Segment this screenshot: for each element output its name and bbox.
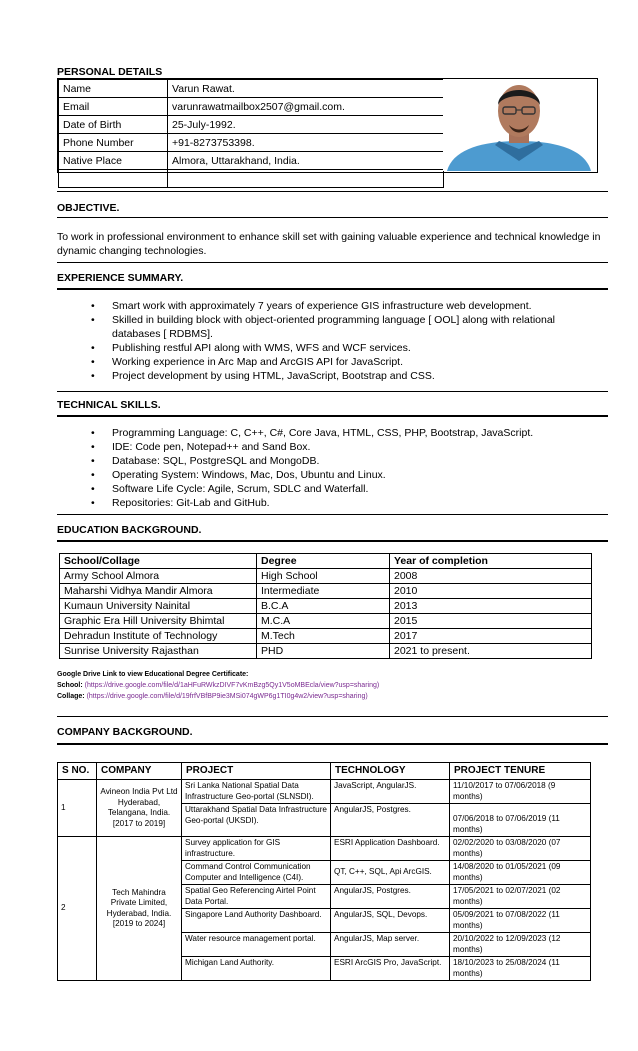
- divider: [57, 191, 608, 192]
- divider: [57, 391, 608, 392]
- list-item: • Publishing restful API along with WMS, WFS and WCF services.: [57, 341, 597, 355]
- project-cell: Command Control Communication Computer and Intelligence (C4I).: [182, 861, 331, 885]
- list-item: • IDE: Code pen, Notepad++ and Sand Box.: [57, 440, 597, 454]
- personal-value: [168, 170, 444, 188]
- personal-details-table: [58, 79, 444, 188]
- table-row: [59, 152, 444, 170]
- tenure-cell: 18/10/2023 to 25/08/2024 (11 months): [450, 957, 591, 981]
- table-cell: 2021 to present.: [390, 644, 592, 659]
- divider: [57, 743, 608, 745]
- personal-value: 25-July-1992.: [168, 116, 444, 134]
- sno-cell: 1: [58, 780, 97, 837]
- personal-label: Native Place: [59, 152, 168, 170]
- list-item: • Programming Language: C, C++, C#, Core Java, HTML, CSS, PHP, Bootstrap, JavaScript.: [57, 426, 597, 440]
- technology-cell: ESRI ArcGIS Pro, JavaScript.: [331, 957, 450, 981]
- objective-heading: OBJECTIVE.: [57, 202, 120, 214]
- column-header: COMPANY: [97, 763, 182, 780]
- column-header: PROJECT TENURE: [450, 763, 591, 780]
- column-header: Year of completion: [390, 554, 592, 569]
- list-item: • Database: SQL, PostgreSQL and MongoDB.: [57, 454, 597, 468]
- skills-list: [57, 426, 597, 510]
- divider: [57, 217, 608, 218]
- divider: [57, 514, 608, 515]
- company-heading: COMPANY BACKGROUND.: [57, 726, 193, 738]
- personal-label: Name: [59, 80, 168, 98]
- table-row: [59, 98, 444, 116]
- list-item: • Smart work with approximately 7 years of experience GIS infrastructure web development.: [57, 299, 597, 313]
- school-label: School:: [57, 682, 83, 689]
- list-item: • Repositories: Git-Lab and GitHub.: [57, 496, 597, 510]
- column-header: S NO.: [58, 763, 97, 780]
- table-row: [60, 569, 592, 584]
- table-row: [59, 116, 444, 134]
- table-cell: Dehradun Institute of Technology: [60, 629, 257, 644]
- table-cell: 2017: [390, 629, 592, 644]
- project-cell: Michigan Land Authority.: [182, 957, 331, 981]
- list-item: • Skilled in building block with object-oriented programming language [ OOL] along with relational databases [ RDBMS].: [57, 313, 597, 341]
- table-cell: 2015: [390, 614, 592, 629]
- sno-cell: 2: [58, 837, 97, 981]
- table-row: [58, 837, 591, 861]
- tenure-cell: 14/08/2020 to 01/05/2021 (09 months): [450, 861, 591, 885]
- divider: [57, 540, 608, 542]
- table-row: [60, 584, 592, 599]
- divider: [57, 262, 608, 263]
- personal-value: +91-8273753398.: [168, 134, 444, 152]
- project-cell: Uttarakhand Spatial Data Infrastructure Geo-portal (UKSDI).: [182, 804, 331, 837]
- column-header: TECHNOLOGY: [331, 763, 450, 780]
- education-table: [59, 553, 592, 659]
- project-cell: Singapore Land Authority Dashboard.: [182, 909, 331, 933]
- personal-label: Date of Birth: [59, 116, 168, 134]
- table-cell: M.C.A: [257, 614, 390, 629]
- divider: [57, 415, 608, 417]
- company-cell: Avineon India Pvt Ltd Hyderabad, Telangana, India. [2017 to 2019]: [97, 780, 182, 837]
- technology-cell: JavaScript, AngularJS.: [331, 780, 450, 804]
- technology-cell: QT, C++, SQL, Api ArcGIS.: [331, 861, 450, 885]
- table-row: [59, 80, 444, 98]
- column-header: Degree: [257, 554, 390, 569]
- tenure-cell: 11/10/2017 to 07/06/2018 (9 months): [450, 780, 591, 804]
- experience-heading: EXPERIENCE SUMMARY.: [57, 272, 184, 284]
- technology-cell: AngularJS, SQL, Devops.: [331, 909, 450, 933]
- table-row: [59, 170, 444, 188]
- profile-photo: [443, 79, 595, 171]
- table-row: [60, 629, 592, 644]
- technology-cell: ESRI Application Dashboard.: [331, 837, 450, 861]
- table-cell: 2008: [390, 569, 592, 584]
- divider: [57, 288, 608, 290]
- table-cell: Maharshi Vidhya Mandir Almora: [60, 584, 257, 599]
- skills-heading: TECHNICAL SKILLS.: [57, 399, 161, 411]
- table-cell: Kumaun University Nainital: [60, 599, 257, 614]
- table-cell: Graphic Era Hill University Bhimtal: [60, 614, 257, 629]
- project-cell: Sri Lanka National Spatial Data Infrastructure Geo-portal (SLNSDI).: [182, 780, 331, 804]
- table-cell: 2013: [390, 599, 592, 614]
- table-cell: PHD: [257, 644, 390, 659]
- table-cell: Army School Almora: [60, 569, 257, 584]
- table-header-row: [58, 763, 591, 780]
- company-cell: Tech Mahindra Private Limited, Hyderabad, India. [2019 to 2024]: [97, 837, 182, 981]
- collage-link[interactable]: (https://drive.google.com/file/d/19frfVBfBP9ie3MSi074gWP6g1TI0g4w2/view?usp=sharing): [86, 693, 368, 700]
- table-cell: Sunrise University Rajasthan: [60, 644, 257, 659]
- personal-label: Phone Number: [59, 134, 168, 152]
- school-link[interactable]: (https://drive.google.com/file/d/1aHFuRWkzDIVF7vKmBzg5Qy1V5oMBEcla/view?usp=sharing): [84, 682, 380, 689]
- list-item: • Software Life Cycle: Agile, Scrum, SDLC and Waterfall.: [57, 482, 597, 496]
- education-heading: EDUCATION BACKGROUND.: [57, 524, 202, 536]
- personal-value: Varun Rawat.: [168, 80, 444, 98]
- column-header: PROJECT: [182, 763, 331, 780]
- project-cell: Water resource management portal.: [182, 933, 331, 957]
- table-cell: 2010: [390, 584, 592, 599]
- tenure-cell: 20/10/2022 to 12/09/2023 (12 months): [450, 933, 591, 957]
- company-table: [57, 762, 591, 981]
- school-link-line: [57, 681, 379, 691]
- technology-cell: AngularJS, Map server.: [331, 933, 450, 957]
- collage-link-line: [57, 692, 368, 702]
- table-cell: M.Tech: [257, 629, 390, 644]
- tenure-cell: 05/09/2021 to 07/08/2022 (11 months): [450, 909, 591, 933]
- personal-label: [59, 170, 168, 188]
- table-cell: Intermediate: [257, 584, 390, 599]
- project-cell: Survey application for GIS infrastructure.: [182, 837, 331, 861]
- table-row: [60, 614, 592, 629]
- table-row: [59, 134, 444, 152]
- technology-cell: AngularJS, Postgres.: [331, 885, 450, 909]
- table-row: [60, 599, 592, 614]
- personal-value: varunrawatmailbox2507@gmail.com.: [168, 98, 444, 116]
- personal-details-heading: PERSONAL DETAILS: [57, 66, 163, 78]
- table-cell: B.C.A: [257, 599, 390, 614]
- drive-note: Google Drive Link to view Educational Degree Certificate:: [57, 671, 249, 678]
- table-row: [60, 644, 592, 659]
- tenure-cell: 17/05/2021 to 02/07/2021 (02 months): [450, 885, 591, 909]
- collage-label: Collage:: [57, 693, 85, 700]
- list-item: • Project development by using HTML, JavaScript, Bootstrap and CSS.: [57, 369, 597, 383]
- table-cell: High School: [257, 569, 390, 584]
- objective-text: To work in professional environment to enhance skill set with gaining valuable experience and technical knowledge in dynamic changing technologies.: [57, 231, 601, 257]
- list-item: • Working experience in Arc Map and ArcGIS API for JavaScript.: [57, 355, 597, 369]
- personal-label: Email: [59, 98, 168, 116]
- divider: [57, 716, 608, 717]
- table-row: [58, 780, 591, 804]
- table-header-row: [60, 554, 592, 569]
- experience-list: [57, 299, 597, 383]
- tenure-cell: 02/02/2020 to 03/08/2020 (07 months): [450, 837, 591, 861]
- project-cell: Spatial Geo Referencing Airtel Point Data Portal.: [182, 885, 331, 909]
- technology-cell: AngularJS, Postgres.: [331, 804, 450, 837]
- tenure-cell: 07/06/2018 to 07/06/2019 (11 months): [450, 804, 591, 837]
- list-item: • Operating System: Windows, Mac, Dos, Ubuntu and Linux.: [57, 468, 597, 482]
- personal-value: Almora, Uttarakhand, India.: [168, 152, 444, 170]
- column-header: School/Collage: [60, 554, 257, 569]
